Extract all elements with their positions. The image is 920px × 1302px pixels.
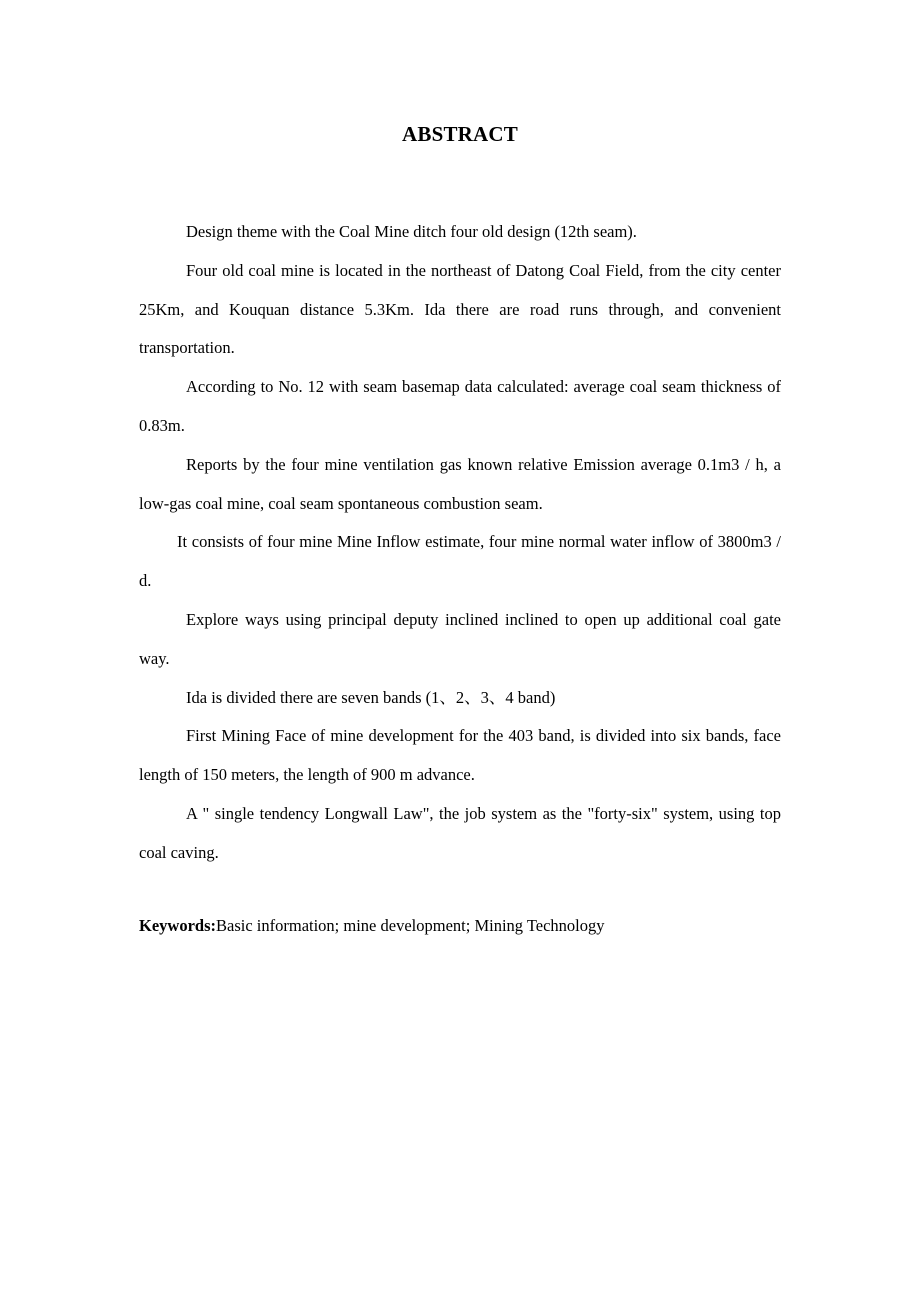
paragraph-location: Four old coal mine is located in the northeast of Datong Coal Field, from the city center 25Km, and Kouquan distance 5.3Km. Ida there are road runs through, and convenient transportation. xyxy=(139,260,781,358)
keywords-label: Keywords: xyxy=(139,916,216,935)
paragraph-design-theme: Design theme with the Coal Mine ditch four old design (12th seam). xyxy=(186,222,637,241)
abstract-body xyxy=(139,213,781,873)
paragraph-development-method: Explore ways using principal deputy inclined inclined to open up additional coal gate way. xyxy=(139,609,781,668)
paragraph-bands: Ida is divided there are seven bands (1、2、3、4 band) xyxy=(186,687,556,707)
keywords-text: Basic information; mine development; Mining Technology xyxy=(216,916,605,935)
paragraph-seam-thickness: According to No. 12 with seam basemap data calculated: average coal seam thickness of 0.83m. xyxy=(139,377,781,435)
paragraph-mining-face: First Mining Face of mine development for the 403 band, is divided into six bands, face length of 150 meters, the length of 900 m advance. xyxy=(139,726,781,785)
paragraph-longwall-method: A " single tendency Longwall Law", the job system as the "forty-six" system, using top coal caving. xyxy=(139,803,781,862)
paragraph-water-inflow: It consists of four mine Mine Inflow estimate, four mine normal water inflow of 3800m3 / d. xyxy=(139,532,781,591)
abstract-title: ABSTRACT xyxy=(402,122,518,146)
paragraph-ventilation-gas: Reports by the four mine ventilation gas known relative Emission average 0.1m3 / h, a low-gas coal mine, coal seam spontaneous combustion seam. xyxy=(139,454,781,513)
keywords-line xyxy=(139,907,839,946)
